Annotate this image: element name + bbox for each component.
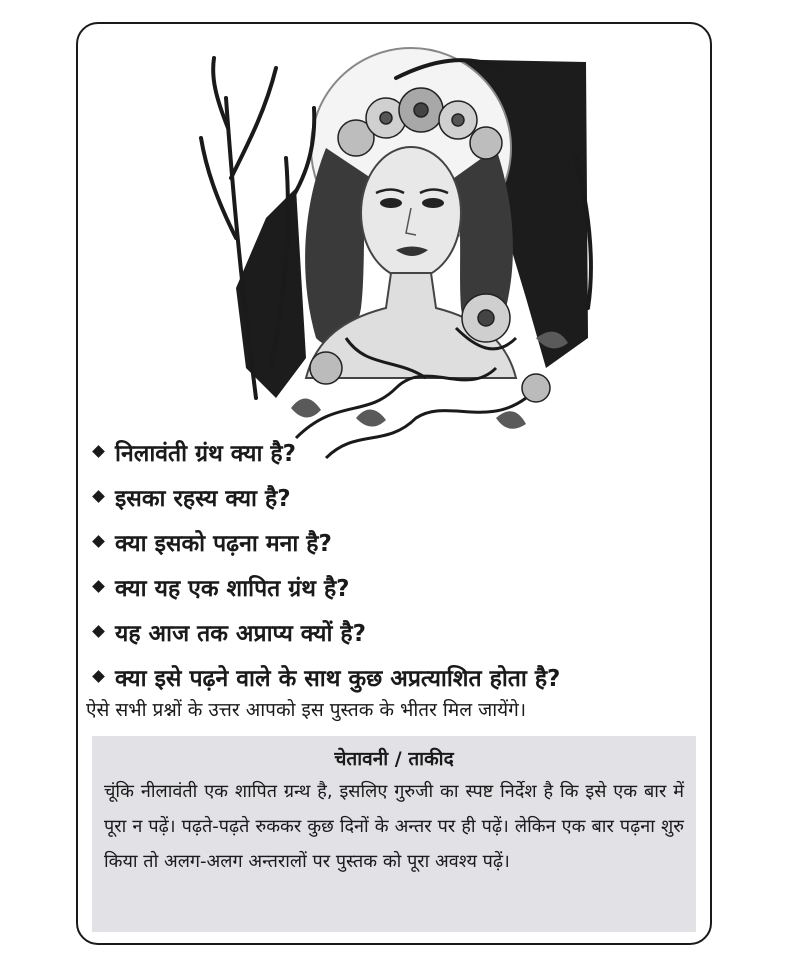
woman-floral-crown-illustration: [196, 38, 596, 468]
question-item: यह आज तक अप्राप्य क्यों है?: [94, 612, 560, 657]
warning-text: चूंकि नीलावंती एक शापित ग्रन्थ है, इसलिए गुरुजी का स्पष्ट निर्देश है कि इसे एक बार में पूरा न पढ़ें। पढ़ते-पढ़ते रुककर कुछ दिनों के अन्तर पर ही पढ़ें। लेकिन एक बार पढ़ना शुरु किया तो अलग-अलग अन्तरालों पर पुस्तक को पूरा अवश्य पढ़ें।: [104, 781, 684, 872]
page-card: [76, 22, 712, 945]
diamond-bullet-icon: [92, 490, 105, 503]
diamond-bullet-icon: [92, 670, 105, 683]
question-item: क्या इसको पढ़ना मना है?: [94, 522, 560, 567]
warning-title: चेतावनी / ताकीद: [334, 748, 454, 770]
diamond-bullet-icon: [92, 580, 105, 593]
question-item: निलावंती ग्रंथ क्या है?: [94, 432, 560, 477]
answer-statement: ऐसे सभी प्रश्नों के उत्तर आपको इस पुस्तक के भीतर मिल जायेंगे।: [86, 699, 527, 721]
diamond-bullet-icon: [92, 445, 105, 458]
diamond-bullet-icon: [92, 625, 105, 638]
question-list: [94, 432, 560, 702]
diamond-bullet-icon: [92, 535, 105, 548]
question-item: क्या इसे पढ़ने वाले के साथ कुछ अप्रत्याशित होता है?: [94, 657, 560, 702]
question-item: क्या यह एक शापित ग्रंथ है?: [94, 567, 560, 612]
question-item: इसका रहस्य क्या है?: [94, 477, 560, 522]
warning-box: [92, 736, 696, 932]
face: [361, 147, 461, 279]
